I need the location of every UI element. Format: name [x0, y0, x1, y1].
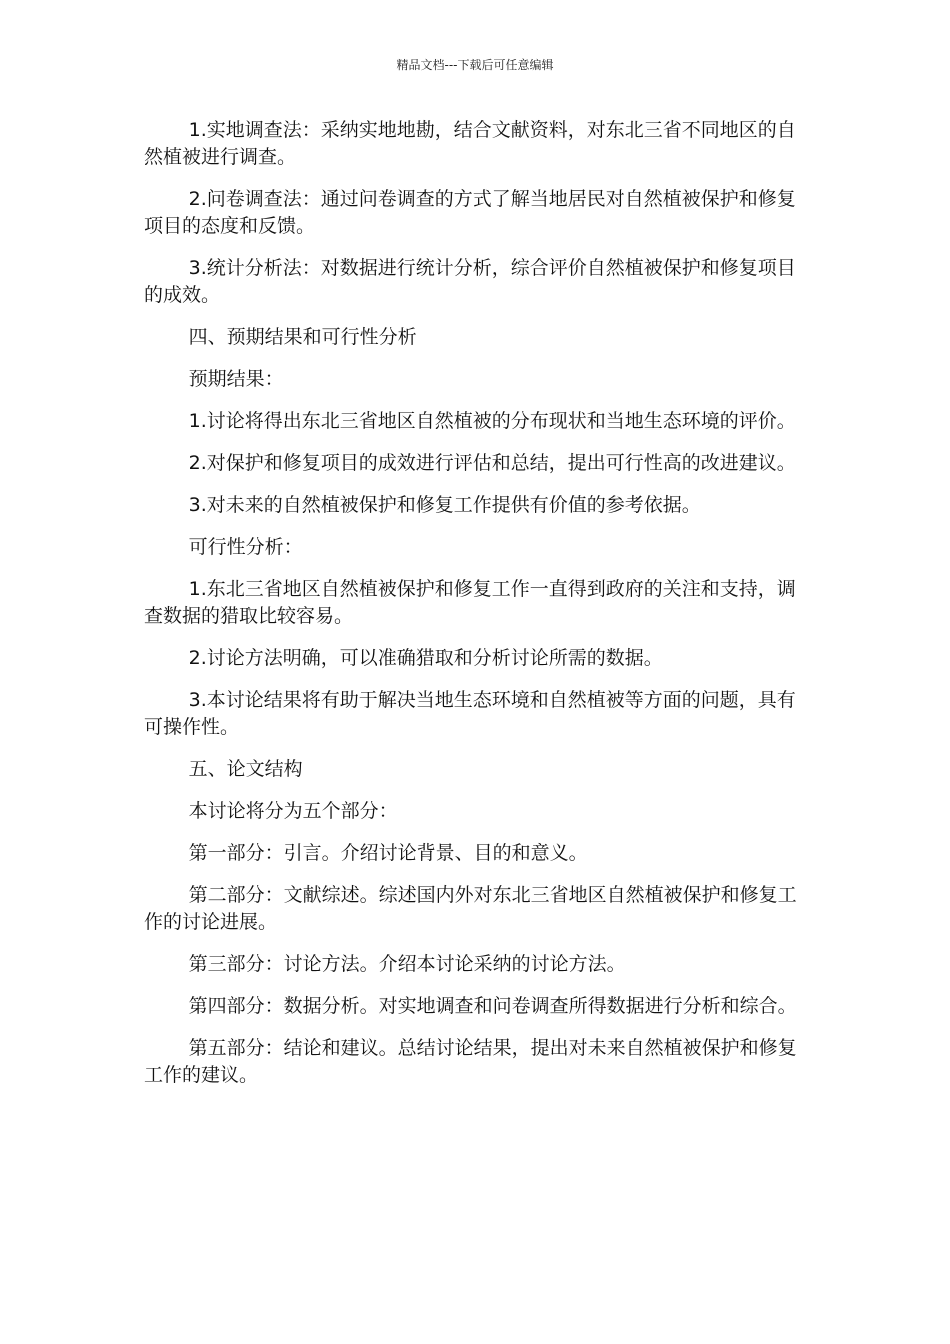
document-body — [144, 117, 800, 1104]
structure-part: 第五部分：结论和建议。总结讨论结果，提出对未来自然植被保护和修复工作的建议。 — [144, 1037, 797, 1086]
method-questionnaire: 2.问卷调查法：通过问卷调查的方式了解当地居民对自然植被保护和修复项目的态度和反馈。 — [144, 188, 796, 237]
structure-part: 第四部分：数据分析。对实地调查和问卷调查所得数据进行分析和综合。 — [188, 995, 797, 1017]
structure-part: 第二部分：文献综述。综述国内外对东北三省地区自然植被保护和修复工作的讨论进展。 — [144, 884, 797, 933]
structure-part: 第三部分：讨论方法。介绍本讨论采纳的讨论方法。 — [188, 953, 626, 975]
expected-result-item: 1.讨论将得出东北三省地区自然植被的分布现状和当地生态环境的评价。 — [188, 410, 796, 432]
structure-part: 第一部分：引言。介绍讨论背景、目的和意义。 — [188, 842, 588, 864]
feasibility-item: 2.讨论方法明确，可以准确猎取和分析讨论所需的数据。 — [188, 647, 663, 669]
method-field-survey: 1.实地调查法：采纳实地地勘，结合文献资料，对东北三省不同地区的自然植被进行调查。 — [144, 119, 796, 168]
subheading-feasibility: 可行性分析： — [188, 536, 303, 558]
expected-result-item: 2.对保护和修复项目的成效进行评估和总结，提出可行性高的改进建议。 — [188, 452, 796, 474]
structure-intro: 本讨论将分为五个部分： — [188, 800, 398, 822]
expected-result-item: 3.对未来的自然植被保护和修复工作提供有价值的参考依据。 — [188, 494, 701, 516]
section-heading-paper-structure: 五、论文结构 — [188, 758, 303, 780]
section-heading-expected-results: 四、预期结果和可行性分析 — [188, 326, 417, 348]
method-statistics: 3.统计分析法：对数据进行统计分析，综合评价自然植被保护和修复项目的成效。 — [144, 257, 796, 306]
feasibility-item: 3.本讨论结果将有助于解决当地生态环境和自然植被等方面的问题，具有可操作性。 — [144, 689, 796, 738]
feasibility-item: 1.东北三省地区自然植被保护和修复工作一直得到政府的关注和支持，调查数据的猎取比较容易。 — [144, 578, 796, 627]
subheading-expected-results: 预期结果： — [188, 368, 284, 390]
page-header: 精品文档---下载后可任意编辑 — [396, 58, 554, 72]
